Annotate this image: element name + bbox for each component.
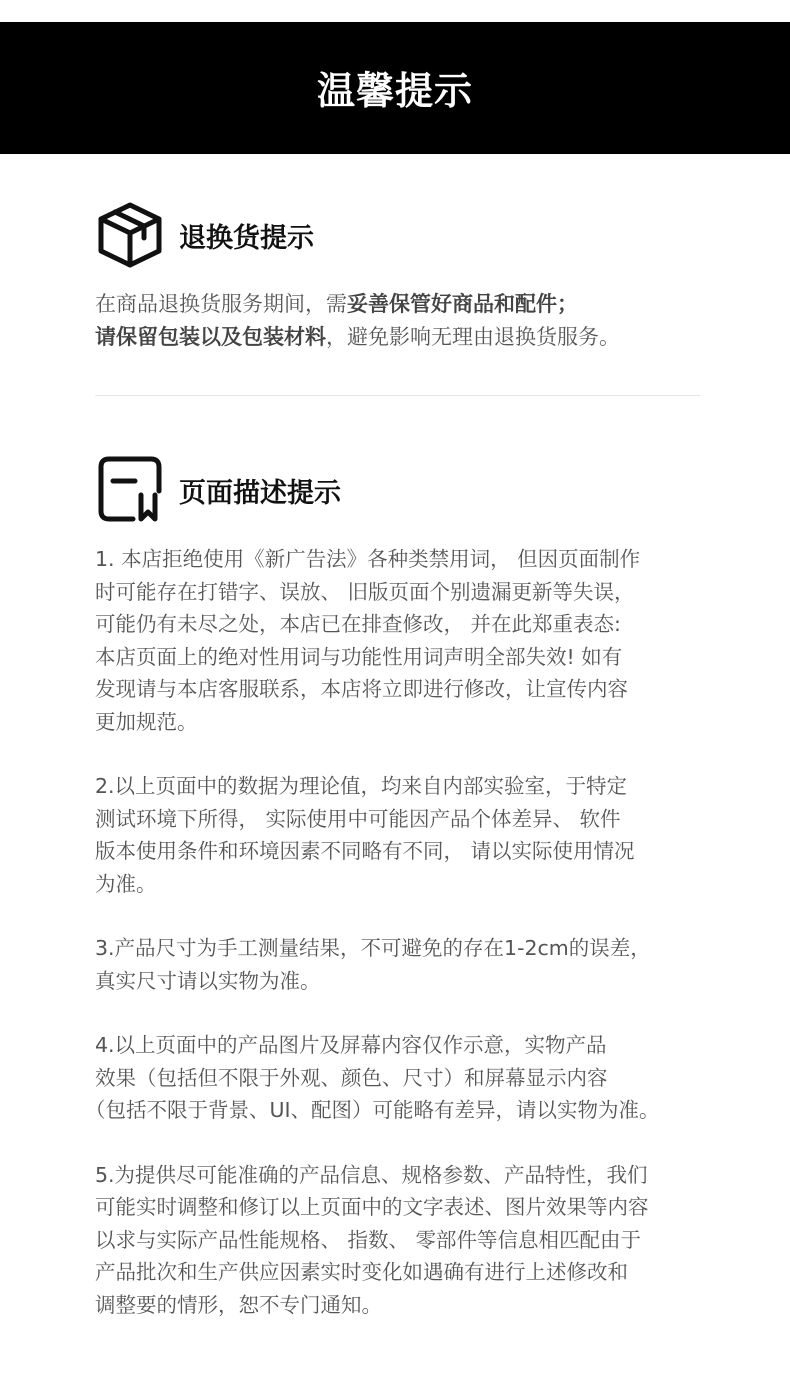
disclaimer-line: 本店页面上的绝对性用词与功能性用词声明全部失效! 如有 (95, 644, 623, 669)
package-box-icon (95, 200, 165, 270)
return-notice-emphasis: 妥善保管好商品和配件； (347, 292, 578, 316)
disclaimer-line: 版本使用条件和环境因素不同略有不同， 请以实际使用情况 (95, 839, 635, 863)
disclaimer-line: 效果（包括但不限于外观、颜色、尺寸）和屏幕显示内容 (95, 1065, 608, 1090)
disclaimer-paragraph (95, 1159, 755, 1322)
return-notice (95, 288, 735, 354)
disclaimer-line: 以求与实际产品性能规格、 指数、 零部件等信息相匹配由于 (95, 1227, 642, 1252)
disclaimer-paragraph (95, 543, 755, 738)
disclaimer-paragraph (95, 770, 755, 900)
page-desc-section-header (95, 455, 341, 525)
disclaimer-list (85, 543, 755, 1353)
disclaimer-line: 发现请与本店客服联系，本店将立即进行修改，让宣传内容 (95, 677, 628, 701)
disclaimer-line: 可能实时调整和修订以上页面中的文字表述、图片效果等内容 (95, 1195, 649, 1219)
document-bookmark-icon (95, 455, 165, 525)
disclaimer-line: 5.为提供尽可能准确的产品信息、规格参数、产品特性，我们 (95, 1162, 648, 1187)
disclaimer-paragraph (85, 1029, 755, 1127)
disclaimer-line: 更加规范。 (95, 709, 198, 734)
page-title: 温馨提示 (316, 68, 473, 113)
disclaimer-line: 调整要的情形，恕不专门通知。 (95, 1292, 382, 1317)
disclaimer-line: 测试环境下所得， 实际使用中可能因产品个体差异、 软件 (95, 806, 621, 831)
return-notice-line-2 (95, 321, 735, 354)
page-desc-section-title: 页面描述提示 (179, 477, 341, 509)
disclaimer-paragraph (95, 932, 755, 997)
section-divider (95, 395, 700, 396)
disclaimer-line: 3.产品尺寸为手工测量结果，不可避免的存在1-2cm的误差， (95, 936, 651, 960)
disclaimer-line: 可能仍有未尽之处，本店已在排查修改， 并在此郑重表态: (95, 612, 621, 636)
return-notice-emphasis: 请保留包装以及包装材料 (95, 325, 326, 349)
return-section-header (95, 200, 314, 270)
disclaimer-line: （包括不限于背景、UI、配图）可能略有差异，请以实物为准。 (85, 1098, 660, 1122)
header-bar (0, 22, 790, 154)
disclaimer-line: 时可能存在打错字、误放、 旧版页面个别遗漏更新等失误， (95, 579, 635, 604)
disclaimer-line: 产品批次和生产供应因素实时变化如遇确有进行上述修改和 (95, 1260, 628, 1284)
return-notice-line-1 (95, 288, 735, 321)
disclaimer-line: 1. 本店拒绝使用《新广告法》各种类禁用词， 但因页面制作 (95, 547, 641, 571)
disclaimer-line: 真实尺寸请以实物为准。 (95, 968, 321, 993)
disclaimer-line: 4.以上页面中的产品图片及屏幕内容仅作示意，实物产品 (95, 1033, 607, 1057)
disclaimer-line: 为准。 (95, 871, 157, 896)
return-notice-text: ，避免影响无理由退换货服务。 (326, 325, 620, 349)
return-notice-text: 在商品退换货服务期间，需 (95, 292, 347, 316)
return-section-title: 退换货提示 (179, 222, 314, 254)
disclaimer-line: 2.以上页面中的数据为理论值，均来自内部实验室，于特定 (95, 774, 628, 798)
